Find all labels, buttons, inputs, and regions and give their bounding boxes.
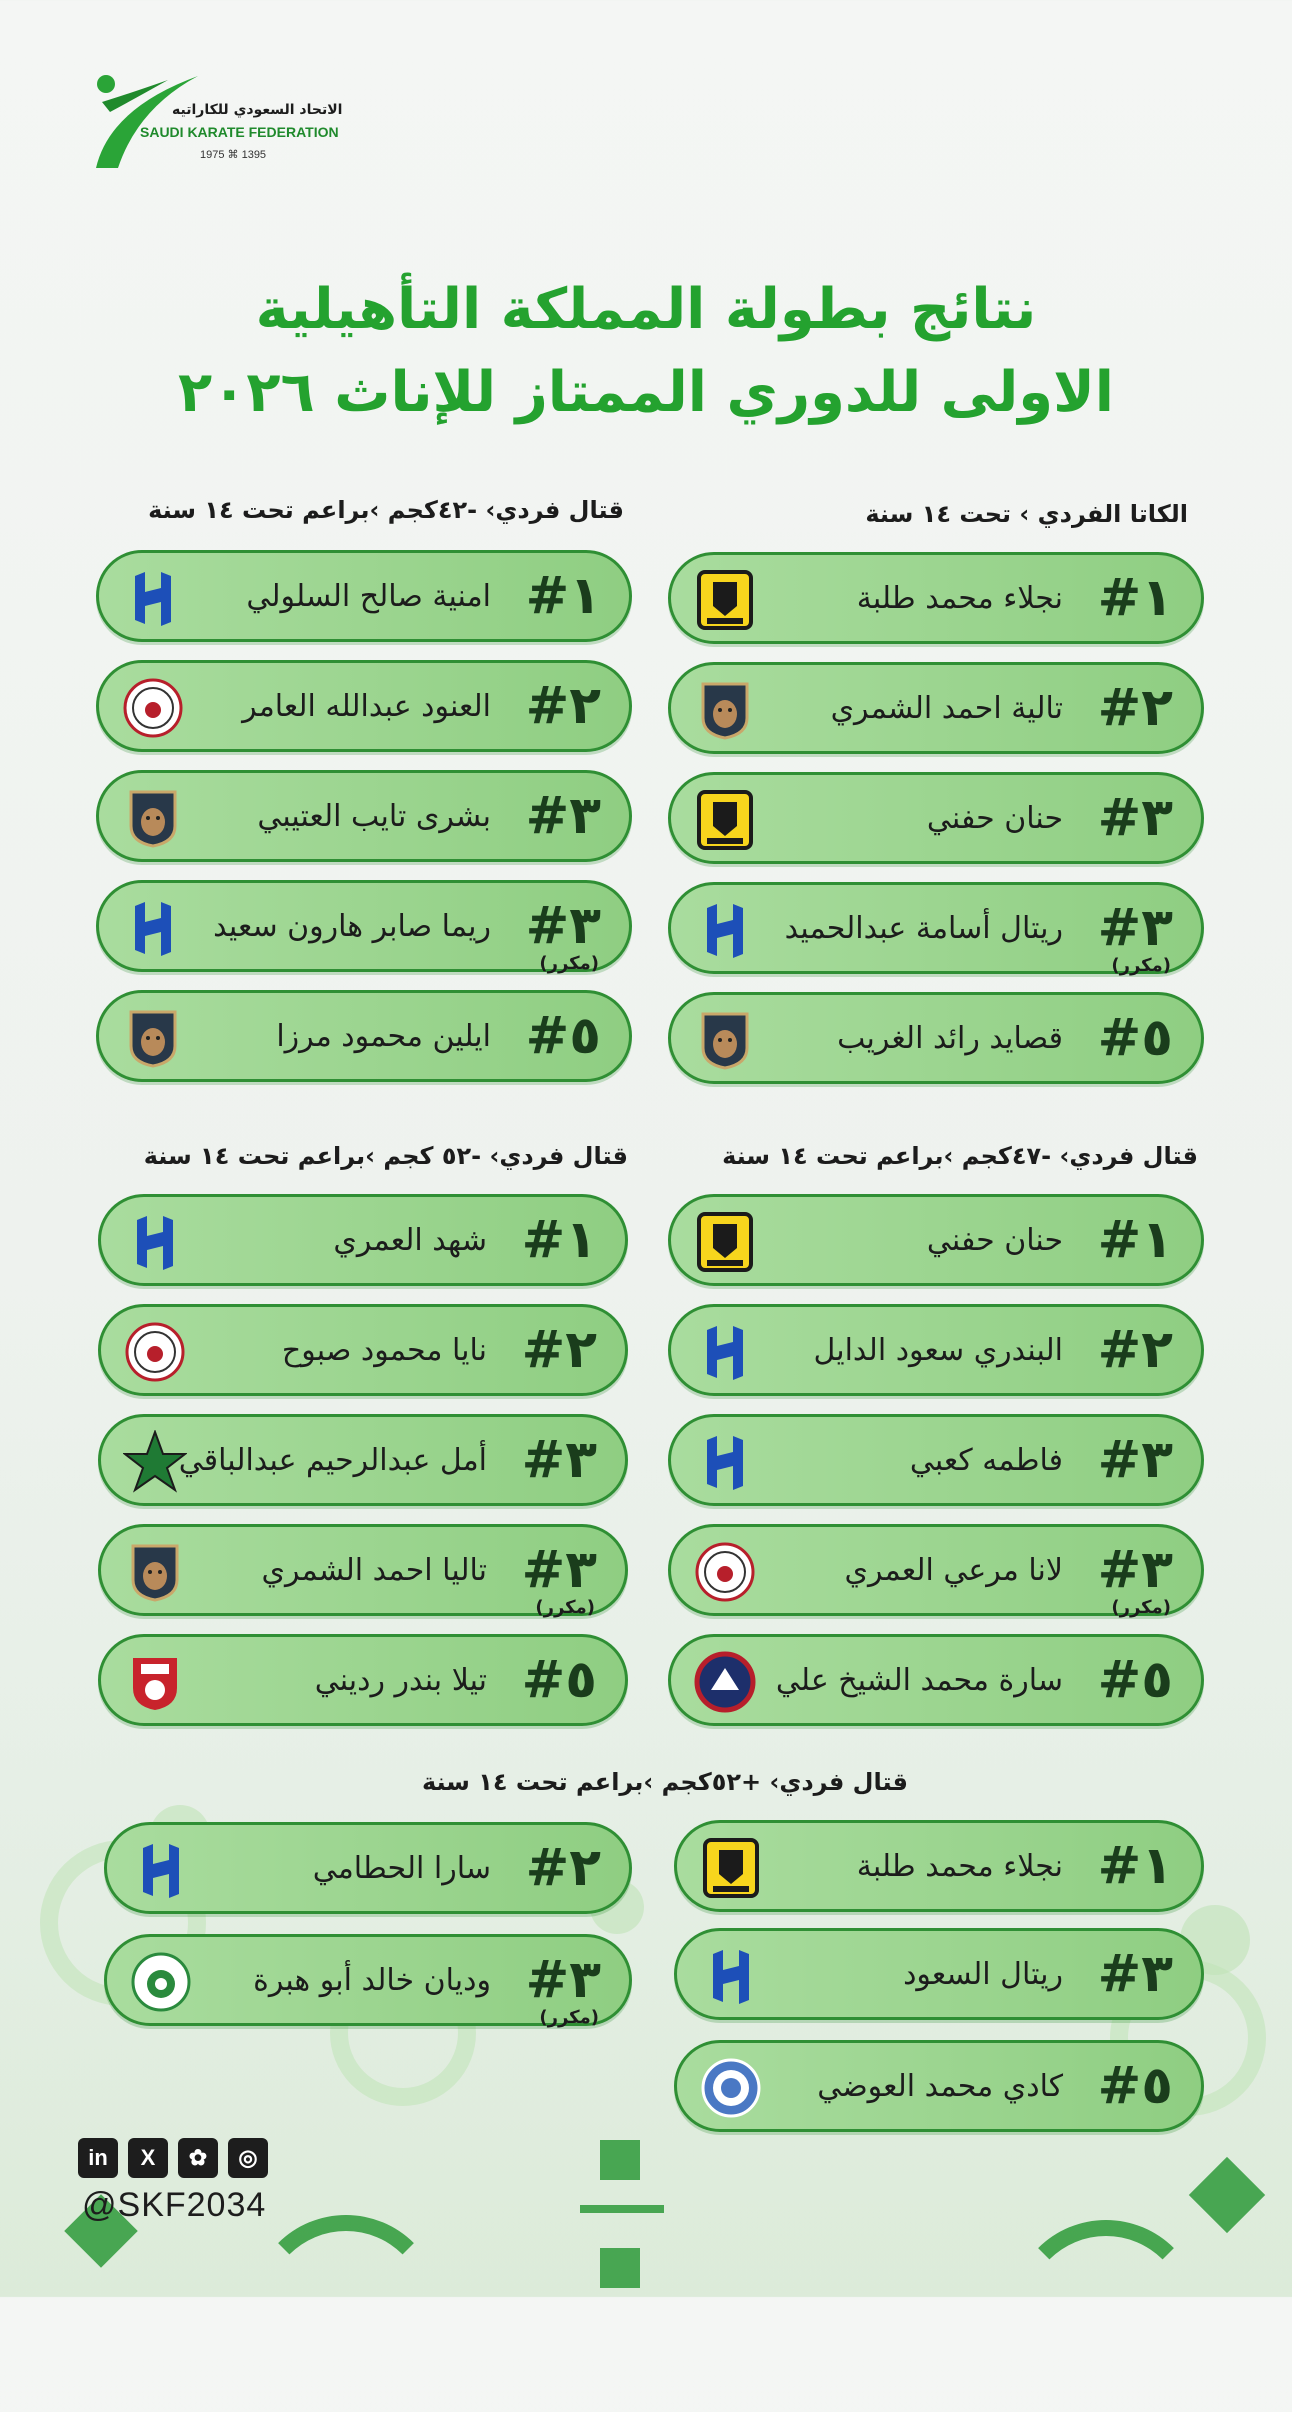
athlete-name: تاليا احمد الشمري — [261, 1553, 487, 1588]
result-card — [668, 1524, 1204, 1616]
section-heading-kumite-plus52: قتال فردي› +٥٢كجم ›براعم تحت ١٤ سنة — [421, 1768, 908, 1796]
athlete-name: نجلاء محمد طلبة — [856, 1849, 1063, 1884]
instagram-icon[interactable]: ◎ — [228, 2138, 268, 2178]
hilal-logo-icon — [693, 1430, 757, 1494]
result-card — [674, 1928, 1204, 2020]
repeat-label: (مكرر) — [1111, 1597, 1171, 1618]
result-card — [104, 1822, 632, 1914]
athlete-name: شهد العمري — [333, 1223, 487, 1258]
shabab-logo-icon — [121, 676, 185, 740]
decor-bar — [580, 2205, 664, 2213]
athlete-name: حنان حفني — [926, 1223, 1063, 1258]
shabab-logo-icon — [693, 1540, 757, 1604]
result-card — [98, 1634, 628, 1726]
athlete-name: كادي محمد العوضي — [817, 2069, 1063, 2104]
rank-label: #٣ — [525, 896, 601, 956]
athlete-name: فاطمه كعبي — [909, 1443, 1063, 1478]
decor-arc — [250, 2215, 442, 2407]
result-card — [96, 770, 632, 862]
rank-label: #٣ — [521, 1540, 597, 1600]
rank-label: #٣ — [1097, 1944, 1173, 2004]
hilal-logo-icon — [693, 898, 757, 962]
result-card — [668, 662, 1204, 754]
result-card — [668, 1194, 1204, 1286]
athlete-name: وديان خالد أبو هبرة — [253, 1963, 491, 1998]
repeat-label: (مكرر) — [539, 2007, 599, 2028]
athlete-name: البندري سعود الدايل — [813, 1333, 1063, 1368]
rank-label: #٥ — [521, 1650, 597, 1710]
repeat-label: (مكرر) — [539, 953, 599, 974]
result-card — [668, 772, 1204, 864]
rank-label: #٢ — [1097, 1320, 1173, 1380]
athlete-name: نجلاء محمد طلبة — [856, 581, 1063, 616]
rank-label: #١ — [1097, 1836, 1173, 1896]
alula-logo-icon — [121, 786, 185, 850]
athlete-name: العنود عبدالله العامر — [242, 689, 491, 724]
rank-label: #٣ — [1097, 788, 1173, 848]
page-title-line-1: نتائج بطولة المملكة التأهيلية — [255, 277, 1037, 342]
hilal-logo-icon — [699, 1944, 763, 2008]
rank-label: #١ — [1097, 568, 1173, 628]
athlete-name: ريما صابر هارون سعيد — [213, 909, 491, 944]
rank-label: #٣ — [1097, 1540, 1173, 1600]
rank-label: #٣ — [525, 786, 601, 846]
decor-diamond — [1189, 2157, 1265, 2233]
rank-label: #٣ — [1097, 1430, 1173, 1490]
section-heading-kumite-52: قتال فردي› -٥٢ كجم ›براعم تحت ١٤ سنة — [143, 1142, 628, 1170]
rank-label: #١ — [521, 1210, 597, 1270]
athlete-name: حنان حفني — [926, 801, 1063, 836]
result-card — [668, 552, 1204, 644]
result-card — [98, 1524, 628, 1616]
ittihad-logo-icon — [693, 788, 757, 852]
result-card — [668, 1634, 1204, 1726]
athlete-name: سارا الحطامي — [312, 1851, 491, 1886]
rank-label: #٢ — [525, 1838, 601, 1898]
hilal-logo-icon — [121, 566, 185, 630]
rank-label: #٥ — [1097, 2056, 1173, 2116]
result-card — [96, 880, 632, 972]
athlete-name: لانا مرعي العمري — [844, 1553, 1063, 1588]
result-card — [98, 1414, 628, 1506]
result-card — [96, 660, 632, 752]
repeat-label: (مكرر) — [1111, 955, 1171, 976]
result-card — [668, 1414, 1204, 1506]
section-heading-kata: الكاتا الفردي › تحت ١٤ سنة — [865, 500, 1188, 528]
rank-label: #٣ — [1097, 898, 1173, 958]
result-card — [668, 882, 1204, 974]
federation-logo — [88, 68, 343, 178]
hilal-logo-icon — [693, 1320, 757, 1384]
alula-logo-icon — [121, 1006, 185, 1070]
decor-square — [600, 2140, 640, 2180]
rank-label: #٣ — [525, 1950, 601, 2010]
athlete-name: بشرى تايب العتيبي — [257, 799, 491, 834]
alula-logo-icon — [123, 1540, 187, 1604]
repeat-label: (مكرر) — [535, 1597, 595, 1618]
alula-logo-icon — [693, 678, 757, 742]
social-handle[interactable]: @SKF2034 — [82, 2186, 267, 2224]
brand-years: 1975 ⌘ 1395 — [200, 149, 267, 161]
x-icon[interactable]: X — [128, 2138, 168, 2178]
decor-arc — [1010, 2220, 1202, 2412]
athlete-name: قصايد رائد الغريب — [837, 1021, 1063, 1056]
result-card — [674, 2040, 1204, 2132]
rank-label: #٥ — [525, 1006, 601, 1066]
ittihad-logo-icon — [699, 1836, 763, 1900]
result-card — [98, 1194, 628, 1286]
result-card — [674, 1820, 1204, 1912]
athlete-name: نايا محمود صبوح — [281, 1333, 487, 1368]
linkedin-icon[interactable]: in — [78, 2138, 118, 2178]
athlete-name: أمل عبدالرحيم عبدالباقي — [178, 1443, 487, 1478]
athlete-name: ريتال السعود — [903, 1957, 1063, 1992]
athlete-name: امنية صالح السلولي — [246, 579, 491, 614]
athlete-name: تالية احمد الشمري — [830, 691, 1063, 726]
section-heading-kumite-42: قتال فردي› -٤٢كجم ›براعم تحت ١٤ سنة — [148, 496, 624, 524]
hilal-logo-icon — [121, 896, 185, 960]
rank-label: #٥ — [1097, 1008, 1173, 1068]
section-heading-kumite-47: قتال فردي› -٤٧كجم ›براعم تحت ١٤ سنة — [722, 1142, 1198, 1170]
batin-logo-icon — [699, 2056, 763, 2120]
page-title-line-2: الاولى للدوري الممتاز للإناث ٢٠٢٦ — [177, 360, 1114, 425]
result-card — [104, 1934, 632, 2026]
result-card — [98, 1304, 628, 1396]
ittihad-logo-icon — [693, 568, 757, 632]
hilal-logo-icon — [123, 1210, 187, 1274]
hilal-logo-icon — [129, 1838, 193, 1902]
ittihad-logo-icon — [693, 1210, 757, 1274]
rank-label: #٢ — [521, 1320, 597, 1380]
rank-label: #٣ — [521, 1430, 597, 1490]
rank-label: #١ — [1097, 1210, 1173, 1270]
decor-square — [600, 2248, 640, 2288]
karate-emblem-icon — [88, 68, 198, 178]
rank-label: #٢ — [525, 676, 601, 736]
athlete-name: تيلا بندر رديني — [314, 1663, 487, 1698]
athlete-name: ايلين محمود مرزا — [276, 1019, 491, 1054]
brand-name-ar: الاتحاد السعودي للكاراتيه — [172, 102, 343, 118]
athlete-name: ريتال أسامة عبدالحميد — [784, 911, 1063, 946]
athlete-name: سارة محمد الشيخ علي — [775, 1663, 1063, 1698]
khaleej-logo-icon — [693, 1650, 757, 1714]
rank-label: #٢ — [1097, 678, 1173, 738]
result-card — [96, 550, 632, 642]
alula-logo-icon — [693, 1008, 757, 1072]
result-card — [96, 990, 632, 1082]
result-card — [668, 1304, 1204, 1396]
shabab-logo-icon — [123, 1320, 187, 1384]
hawa-logo-icon — [129, 1950, 193, 2014]
brand-name-en: SAUDI KARATE FEDERATION — [140, 124, 339, 140]
rank-label: #٥ — [1097, 1650, 1173, 1710]
rank-label: #١ — [525, 566, 601, 626]
result-card — [668, 992, 1204, 1084]
snapchat-icon[interactable]: ✿ — [178, 2138, 218, 2178]
star-logo-icon — [123, 1430, 187, 1494]
altaawon-logo-icon — [123, 1650, 187, 1714]
